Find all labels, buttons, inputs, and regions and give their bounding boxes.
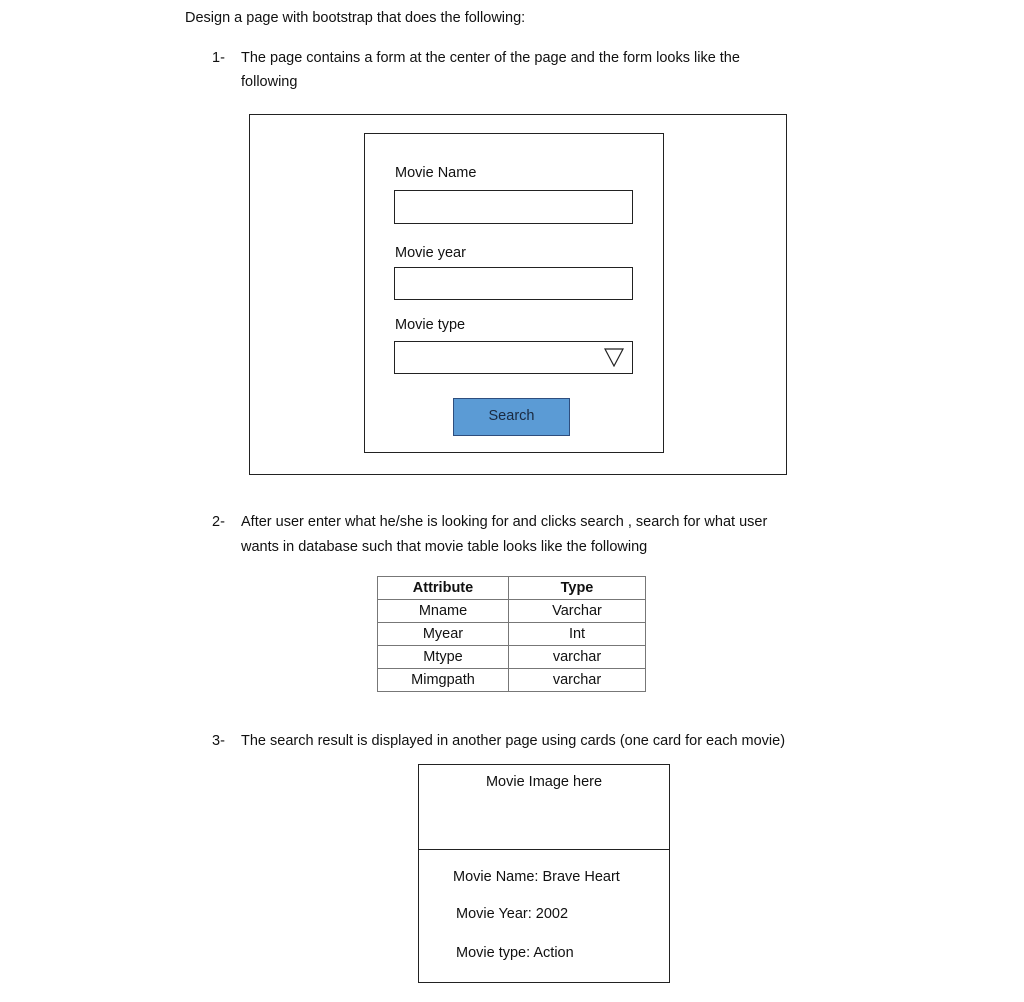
card-movie-type: Movie type: Action bbox=[456, 945, 574, 961]
cell: Int bbox=[509, 623, 646, 646]
card-movie-year: Movie Year: 2002 bbox=[456, 906, 569, 922]
item-text: following bbox=[241, 74, 298, 90]
chevron-down-icon bbox=[604, 348, 624, 367]
cell: varchar bbox=[509, 669, 646, 692]
item-number: 1- bbox=[212, 50, 225, 66]
table-row bbox=[378, 600, 646, 623]
card-movie-name: Movie Name: Brave Heart bbox=[453, 869, 620, 885]
table-row bbox=[378, 623, 646, 646]
table-header: Type bbox=[509, 577, 646, 600]
movie-year-input[interactable] bbox=[394, 267, 633, 300]
table-header: Attribute bbox=[378, 577, 509, 600]
table-row bbox=[378, 646, 646, 669]
movie-image-placeholder: Movie Image here bbox=[485, 774, 603, 790]
item-text: After user enter what he/she is looking for and clicks search , search for what user bbox=[241, 514, 768, 530]
movie-year-label: Movie year bbox=[395, 245, 466, 261]
movie-type-select[interactable] bbox=[394, 341, 633, 374]
item-text: The search result is displayed in another page using cards (one card for each movie) bbox=[241, 733, 786, 749]
movie-name-input[interactable] bbox=[394, 190, 633, 224]
cell: Varchar bbox=[509, 600, 646, 623]
card-divider bbox=[418, 849, 670, 850]
cell: Mname bbox=[378, 600, 509, 623]
cell: Mimgpath bbox=[378, 669, 509, 692]
table-row bbox=[378, 669, 646, 692]
movie-type-label: Movie type bbox=[395, 317, 466, 333]
cell: Mtype bbox=[378, 646, 509, 669]
cell: Myear bbox=[378, 623, 509, 646]
item-text: wants in database such that movie table looks like the following bbox=[241, 539, 648, 555]
movie-table bbox=[377, 576, 646, 692]
intro-text: Design a page with bootstrap that does the following: bbox=[185, 10, 526, 26]
item-number: 2- bbox=[212, 514, 225, 530]
item-number: 3- bbox=[212, 733, 225, 749]
search-button[interactable]: Search bbox=[453, 398, 570, 436]
item-text: The page contains a form at the center of the page and the form looks like the bbox=[241, 50, 740, 66]
movie-name-label: Movie Name bbox=[395, 165, 477, 181]
cell: varchar bbox=[509, 646, 646, 669]
